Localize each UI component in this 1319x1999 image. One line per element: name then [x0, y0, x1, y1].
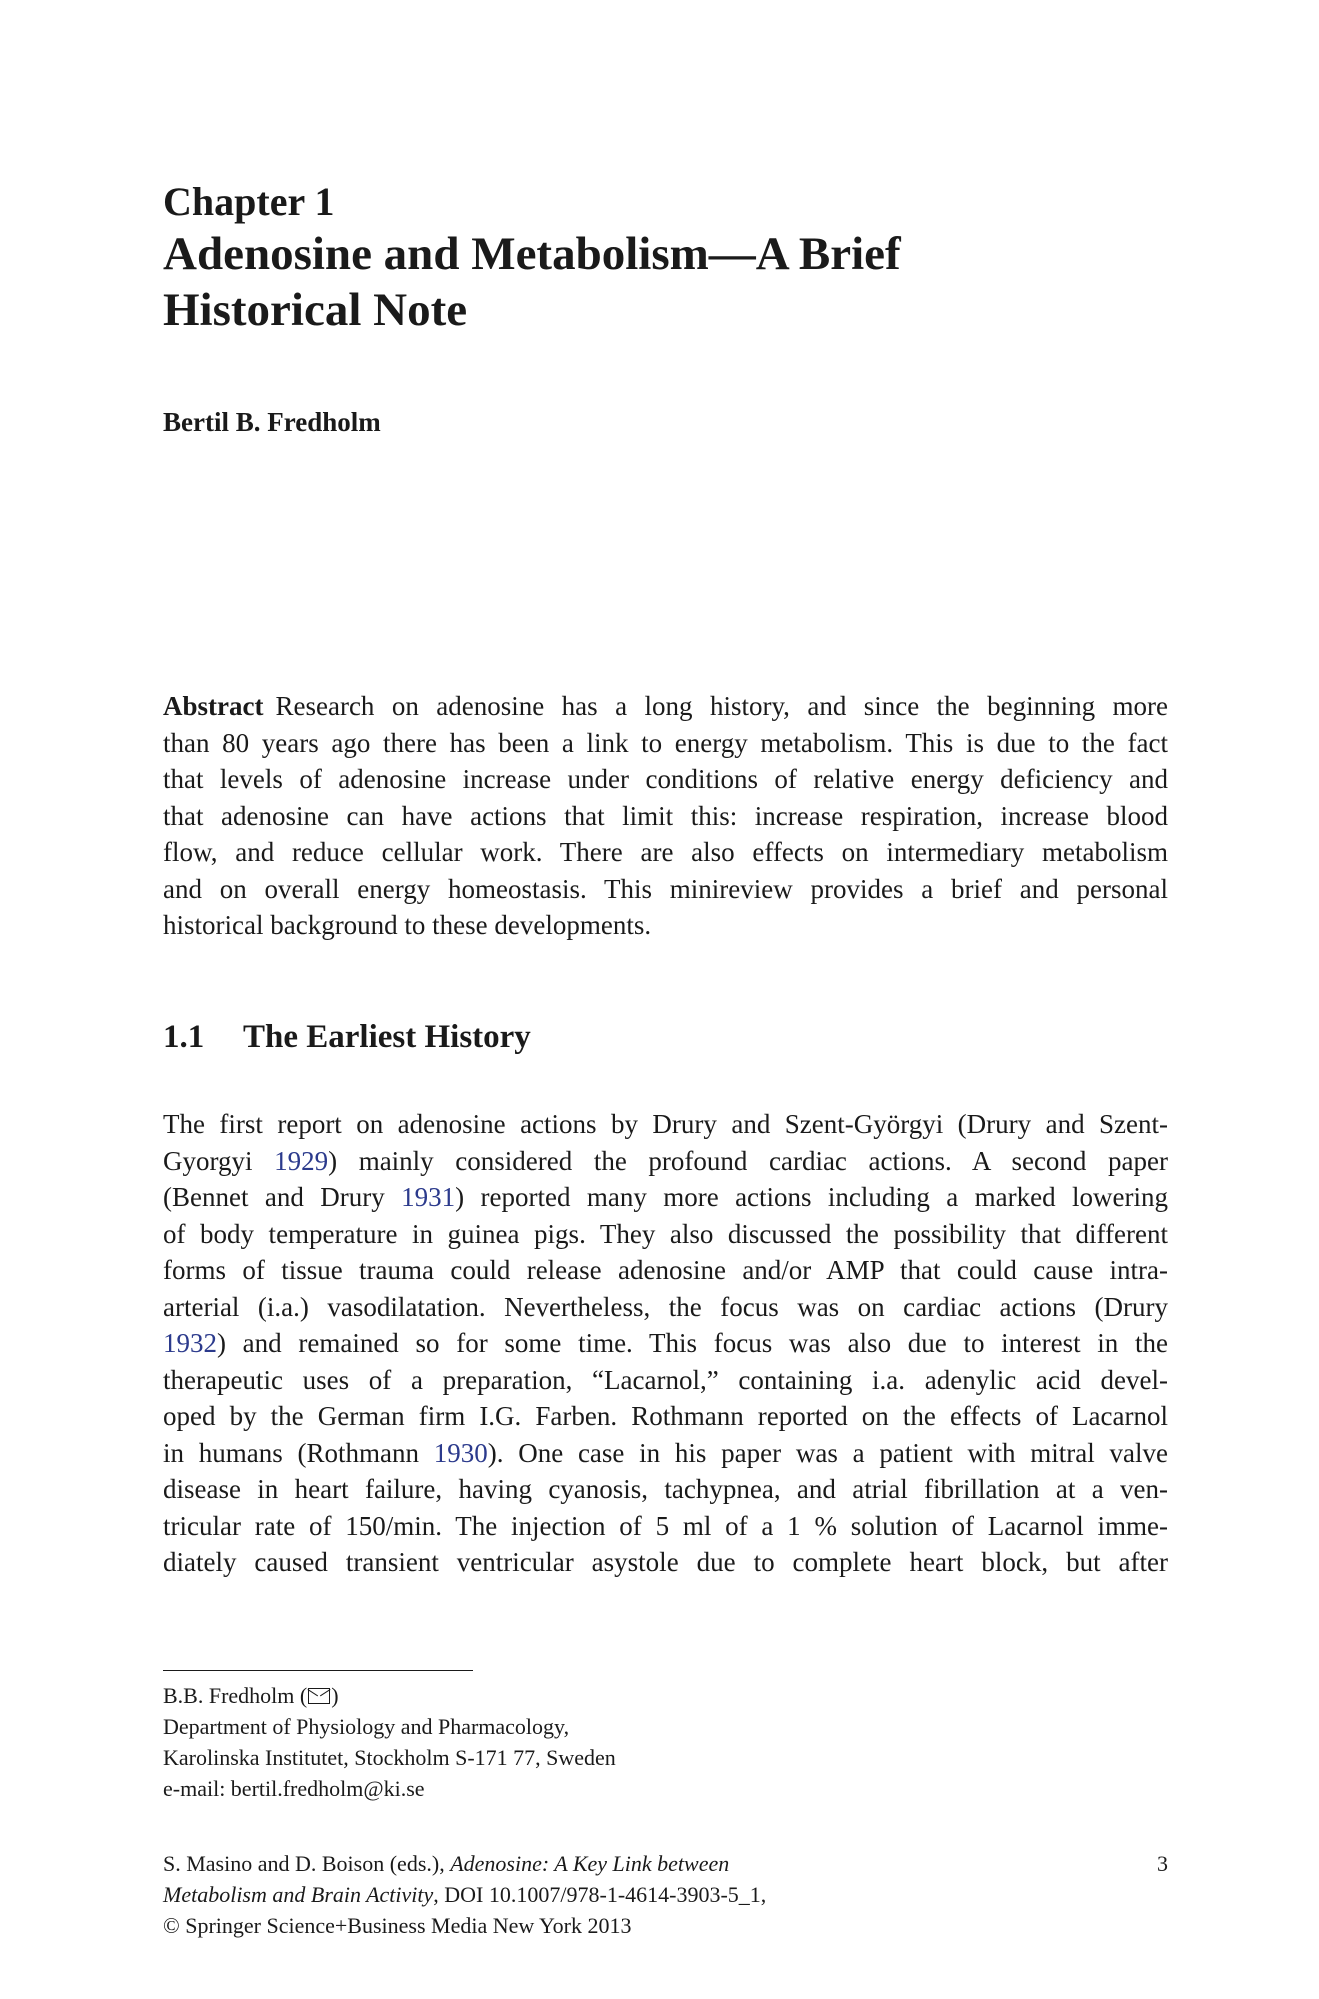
abstract-line: that levels of adenosine increase under conditions of relative energy deficiency and [163, 764, 1168, 794]
body-line: (Bennet and Drury 1931) reported many more actions including a marked lowering [163, 1182, 1169, 1212]
body-line: 1932) and remained so for some time. This focus was also due to interest in the [163, 1328, 1168, 1358]
citation-link-1929[interactable]: 1929 [274, 1145, 329, 1176]
citation-link-1932[interactable]: 1932 [163, 1328, 217, 1358]
citation-link-1931[interactable]: 1931 [401, 1182, 456, 1212]
author-footnote [163, 1680, 1168, 1804]
abstract-line: flow, and reduce cellular work. There are also effects on intermediary metabolism [163, 837, 1168, 867]
chapter-title-line-1: Adenosine and Metabolism—A Brief [163, 228, 901, 280]
body-paragraph [163, 1106, 1168, 1581]
chapter-label: Chapter 1 [163, 179, 335, 224]
body-line: diately caused transient ventricular asystole due to complete heart block, but after [163, 1547, 1168, 1577]
footnote-department: Department of Physiology and Pharmacology, [163, 1714, 570, 1739]
envelope-icon [308, 1688, 330, 1704]
abstract-text: Research on adenosine has a long history, and since the beginning more [275, 691, 1168, 721]
page-number: 3 [1157, 1851, 1168, 1876]
body-line: oped by the German firm I.G. Farben. Rothmann reported on the effects of Lacarnol [163, 1401, 1168, 1431]
body-line: of body temperature in guinea pigs. They also discussed the possibility that different [163, 1218, 1168, 1249]
citation-link-1930[interactable]: 1930 [433, 1437, 488, 1468]
body-line: therapeutic uses of a preparation, “Lacarnol,” containing i.a. adenylic acid devel- [163, 1364, 1168, 1395]
citation-line-2: Metabolism and Brain Activity, DOI 10.1007/978-1-4614-3903-5_1, [163, 1882, 767, 1907]
section-title: The Earliest History [243, 1019, 531, 1055]
abstract-line: and on overall energy homeostasis. This minireview provides a brief and personal [163, 873, 1168, 904]
chapter-title-line-2: Historical Note [163, 284, 468, 336]
citation-line-1: S. Masino and D. Boison (eds.), Adenosine: A Key Link between [163, 1851, 730, 1876]
footnote-email[interactable]: e-mail: bertil.fredholm@ki.se [163, 1776, 425, 1801]
book-citation [163, 1848, 1063, 1941]
body-line: forms of tissue trauma could release adenosine and/or AMP that could cause intra- [163, 1255, 1168, 1285]
body-line: arterial (i.a.) vasodilatation. Nevertheless, the focus was on cardiac actions (Drury [163, 1291, 1168, 1322]
abstract [163, 688, 1168, 944]
body-line: disease in heart failure, having cyanosis, tachypnea, and atrial fibrillation at a ven- [163, 1474, 1168, 1504]
chapter-title [163, 226, 1168, 338]
footnote-divider [163, 1670, 473, 1671]
abstract-line: that adenosine can have actions that limit this: increase respiration, increase blood [163, 800, 1168, 831]
section-number: 1.1 [163, 1019, 205, 1055]
body-line: tricular rate of 150/min. The injection of 5 ml of a 1 % solution of Lacarnol imme- [163, 1510, 1168, 1541]
abstract-keyword: Abstract [163, 691, 264, 721]
abstract-line: than 80 years ago there has been a link to energy metabolism. This is due to the fact [163, 727, 1168, 758]
abstract-line: historical background to these developments. [163, 910, 652, 940]
abstract-line [163, 688, 1168, 725]
citation-copyright: © Springer Science+Business Media New York 2013 [163, 1913, 632, 1938]
body-line: Gyorgyi 1929) mainly considered the profound cardiac actions. A second paper [163, 1145, 1168, 1176]
body-line: in humans (Rothmann 1930). One case in his paper was a patient with mitral valve [163, 1437, 1168, 1468]
section-heading [163, 1016, 1168, 1058]
footnote-author: B.B. Fredholm ( ) [163, 1683, 339, 1708]
body-line: The first report on adenosine actions by Drury and Szent-Györgyi (Drury and Szent- [163, 1109, 1168, 1139]
footnote-institution: Karolinska Institutet, Stockholm S-171 77, Sweden [163, 1745, 616, 1770]
author-name: Bertil B. Fredholm [163, 407, 381, 437]
